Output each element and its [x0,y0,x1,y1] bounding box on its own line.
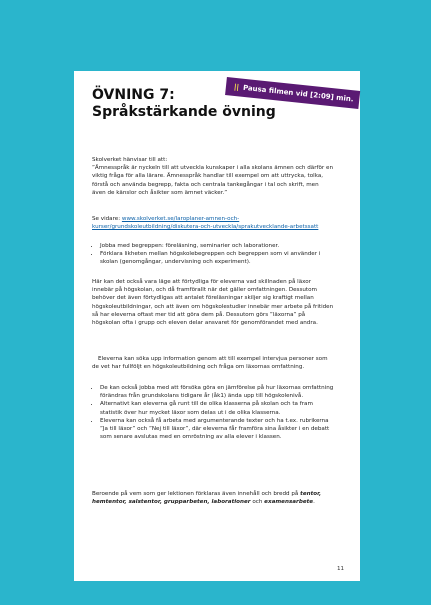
paragraph-text: Eleverna kan söka upp information genom att till exempel intervjua personer som de vet har fullföljt en högskoleutbildning och fråga om läxornas omfattning. [92,356,328,371]
exercise-number: ÖVNING 7: [92,87,175,103]
intro-quote: ”Ämnesspråk är nyckeln till att utveckla kunskaper i alla skolans ämnen och därför en viktig fråga för alla lärare. Ämnesspråk handlar till exempel om att uttrycka, tolka, förstå och använda begrepp, fakta och centrala tankegångar i tal och skrift, men även de känslor och åsikter som ämnet väcker.” [92,165,333,196]
closing-end: . [313,499,315,506]
closing-last-term: examensarbete [264,499,314,506]
list-item: • De kan också jobba med att försöka göra en jämförelse på hur läxornas omfattning förändras från grundskolans tidigare år (åk1) ända upp till högskolenivå. [100,384,334,400]
exercise-title: Språkstärkande övning [92,104,276,120]
closing-paragraph [92,490,334,506]
paragraph-2 [92,355,334,371]
pause-banner-text: Pausa filmen vid [2:09] min. [242,83,354,104]
skolverket-link[interactable]: www.skolverket.se/laroplaner-amnen-och-kurser/grundskoleutbildning/diskutera-och-utveckla/sprakutvecklande-arbetssatt [92,216,319,231]
list-item: • Jobba med begreppen: föreläsning, seminarier och laborationer. [100,242,334,250]
closing-terms: tentor, hemtentor, salstentor, grupparbeten, laborationer [92,491,322,506]
closing-mid: och [250,499,265,506]
bullet-list-2 [92,384,334,441]
page-number: 11 [337,566,345,572]
list-item: • Eleverna kan också få arbeta med argumenterande texter och ha t.ex. rubrikerna ”Ja till läxor” och ”Nej till läxor”, där eleverna får framföra sina åsikter i en debatt som senare avslutas med en omröstning av alla elever i klassen. [100,417,334,442]
intro-lead: Skolverket hänvisar till att: [92,157,168,163]
paragraph-text: Här kan det också vara läge att förtydliga för eleverna vad skillnaden på läxor innebär på högskolan, och då framförallt när det gäller omfattningen. Dessutom behöver det även förtydligas att antalet föreläsningar skiljer sig kraftigt mellan högskoleutbildningar, och att även om högskolestudier innebär mer arbete på fritiden så har eleverna oftast mer tid att göra dem på. Dessutom görs ”läxorna” på högskolan ofta i grupp och eleven delar ansvaret för genomförandet med andra. [92,279,334,327]
paragraph-1 [92,278,334,327]
closing-text [92,490,334,506]
bullet-list-1 [92,242,334,267]
closing-pre: Beroende på vem som ger lektionen förklaras även innehåll och bredd på [92,491,301,497]
list-item: • Alternativt kan eleverna gå runt till de olika klasserna på skolan och ta fram statistik över hur mycket läxor som delas ut i de olika klasserna. [100,400,334,416]
see-also-section [92,215,334,231]
intro-section [92,156,334,197]
list-item: • Förklara likheten mellan högskolebegreppen och begreppen som vi använder i skolan (genomgångar, undervisning och experiment). [100,250,334,266]
pause-icon: || [233,82,240,92]
see-also-label: Se vidare: [92,216,121,222]
